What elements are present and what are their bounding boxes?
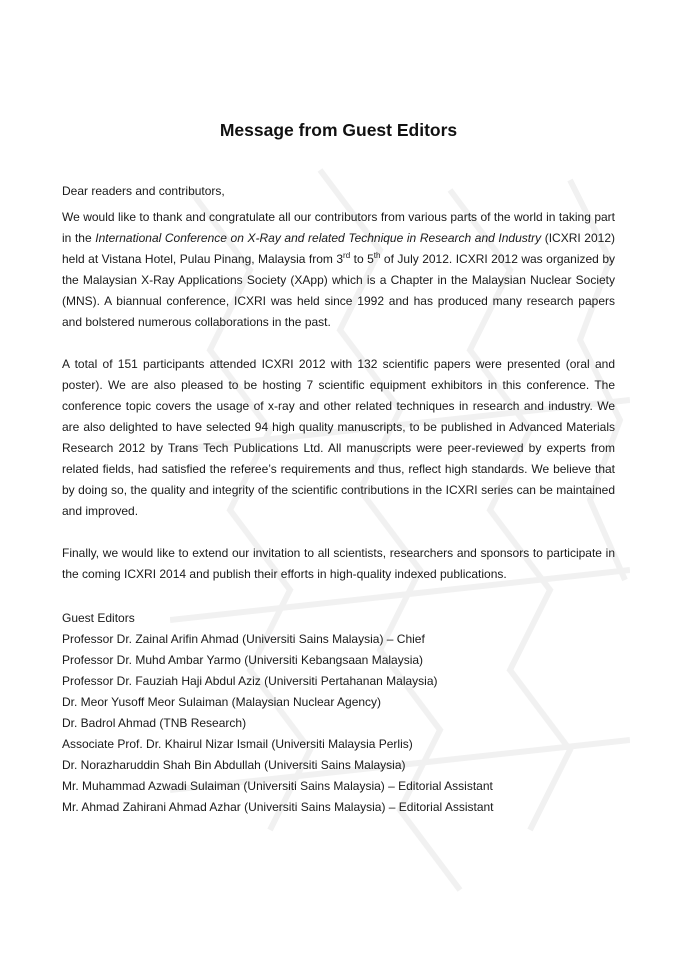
editor-item: Dr. Meor Yusoff Meor Sulaiman (Malaysian Nuclear Agency) — [62, 695, 382, 709]
editor-item: Mr. Muhammad Azwadi Sulaiman (Universiti Sains Malaysia) – Editorial Assistant — [62, 779, 493, 793]
paragraph-1-part-3: to 5 — [350, 252, 374, 266]
ordinal-suffix-th: th — [373, 251, 381, 260]
editor-item: Mr. Ahmad Zahirani Ahmad Azhar (Universiti Sains Malaysia) – Editorial Assistant — [62, 800, 494, 814]
editors-heading: Guest Editors — [62, 611, 135, 625]
paragraph-1-part-4: of July 2012. ICXRI 2012 was organized by the Malaysian X-Ray Applications Society (XApp) which is a Chapter in the Malaysian Nuclear Society (MNS). A biannual conference, ICXRI was held since 1992 and has produced many research papers and bolstered numerous collaborations in the past. — [62, 252, 616, 329]
editor-item: Dr. Badrol Ahmad (TNB Research) — [62, 716, 247, 730]
page-title: Message from Guest Editors — [219, 120, 458, 140]
paragraph-1-part-2: (ICXRI 2012) held at Vistana Hotel, Pulau Pinang, Malaysia from 3 — [62, 231, 615, 266]
editor-item: Professor Dr. Fauziah Haji Abdul Aziz (Universiti Pertahanan Malaysia) — [62, 674, 438, 688]
ordinal-suffix-rd: rd — [343, 251, 351, 260]
editor-item: Professor Dr. Muhd Ambar Yarmo (Universiti Kebangsaan Malaysia) — [62, 653, 424, 667]
conference-name: International Conference on X-Ray and related Technique in Research and Industry — [95, 231, 542, 245]
paragraph-2: A total of 151 participants attended ICXRI 2012 with 132 scientific papers were presented (oral and poster). We are also pleased to be hosting 7 scientific equipment exhibitors in this conference. The conference topic covers the usage of x-ray and other related techniques in research and industry. We are also delighted to have selected 94 high quality manuscripts, to be published in Advanced Materials Research 2012 by Trans Tech Publications Ltd. All manuscripts were peer-reviewed by experts from related fields, had satisfied the referee’s requirements and thus, reflect high standards. We believe that by doing so, the quality and integrity of the scientific contributions in the ICXRI series can be maintained and improved. — [62, 357, 615, 518]
message-body — [62, 207, 615, 606]
editor-item: Associate Prof. Dr. Khairul Nizar Ismail (Universiti Malaysia Perlis) — [62, 737, 413, 751]
paragraph-1 — [62, 207, 615, 333]
editor-item: Professor Dr. Zainal Arifin Ahmad (Universiti Sains Malaysia) – Chief — [62, 632, 425, 646]
greeting: Dear readers and contributors, — [62, 184, 225, 198]
paragraph-3: Finally, we would like to extend our invitation to all scientists, researchers and sponsors to participate in the coming ICXRI 2014 and publish their efforts in high-quality indexed publications. — [62, 546, 615, 581]
paragraph-1-part-1: We would like to thank and congratulate all our contributors from various parts of the world in taking part in the — [62, 210, 615, 245]
guest-editors-list — [62, 608, 494, 818]
editor-item: Dr. Norazharuddin Shah Bin Abdullah (Universiti Sains Malaysia) — [62, 758, 406, 772]
